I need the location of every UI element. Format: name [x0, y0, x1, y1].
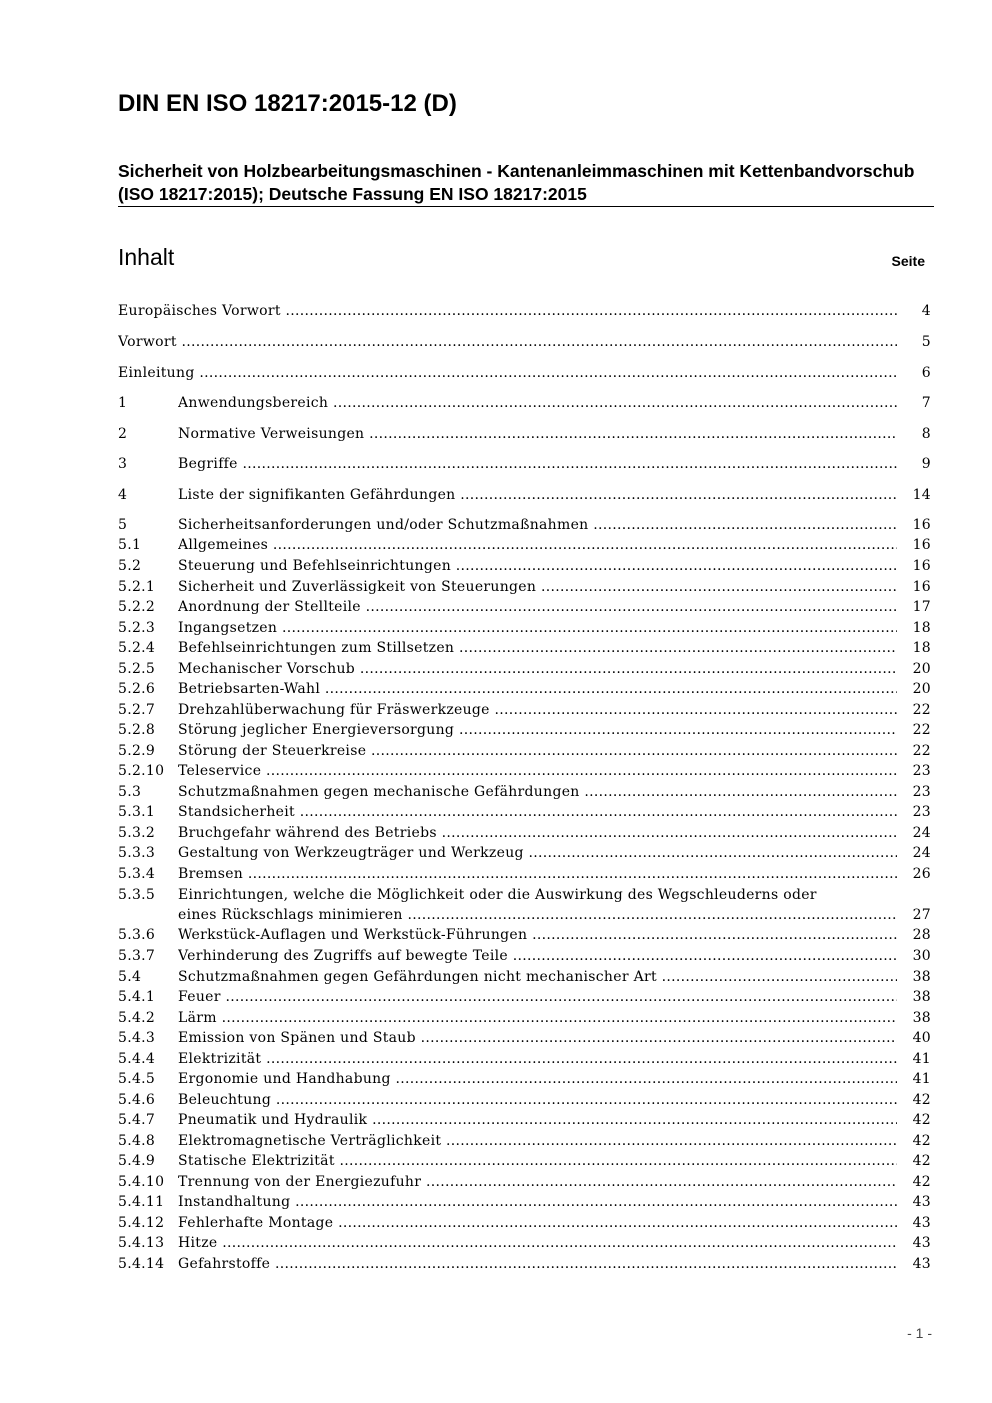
toc-entry-title: Beleuchtung .....	[178, 1091, 897, 1109]
toc-entry-number: 4	[118, 487, 128, 503]
toc-entry[interactable]	[118, 1255, 931, 1275]
toc-entry[interactable]	[118, 783, 931, 803]
toc-entry-title: Anwendungsbereich .....	[178, 394, 897, 412]
toc-entry[interactable]	[118, 742, 931, 762]
toc-entry-title: Europäisches Vorwort .....	[118, 302, 897, 320]
toc-heading: Inhalt	[118, 244, 175, 270]
toc-entry-page: 24	[912, 845, 931, 861]
toc-entry-number: 5.3.4	[118, 866, 156, 882]
toc-entry-number: 5.4.1	[118, 989, 156, 1005]
toc-entry-title: Liste der signifikanten Gefährdungen .....	[178, 486, 897, 504]
toc-entry-page: 16	[912, 517, 931, 533]
document-subtitle: Sicherheit von Holzbearbeitungsmaschinen - Kantenanleimmaschinen mit Kettenbandvorschub (ISO 18217:2015); Deutsche Fassung EN ISO 18217:2015	[118, 161, 915, 204]
toc-entry-number: 3	[118, 456, 128, 472]
toc-entry-title: Befehlseinrichtungen zum Stillsetzen .....	[178, 639, 897, 657]
toc-entry-title: Hitze .....	[178, 1234, 897, 1252]
toc-entry[interactable]	[118, 1029, 931, 1049]
toc-entry-page: 40	[912, 1030, 931, 1046]
toc-entry-title: Teleservice .....	[178, 762, 897, 780]
toc-entry-title: Einleitung .....	[118, 364, 897, 382]
toc-entry-number: 5.1	[118, 537, 142, 553]
toc-entry-page: 42	[912, 1153, 931, 1169]
toc-entry[interactable]	[118, 1009, 931, 1029]
toc-entry-number: 5.2.5	[118, 661, 156, 677]
toc-entry-page: 6	[921, 365, 931, 381]
toc-entry-number: 5.4.7	[118, 1112, 156, 1128]
toc-entry-number: 5.2.2	[118, 599, 156, 615]
toc-entry-page: 26	[912, 866, 931, 882]
toc-entry-title: Werkstück-Auflagen und Werkstück-Führungen .....	[178, 926, 897, 944]
toc-entry-page: 23	[912, 784, 931, 800]
toc-entry-title: Bremsen .....	[178, 865, 897, 883]
toc-entry-title: Schutzmaßnahmen gegen mechanische Gefährdungen .....	[178, 783, 897, 801]
toc-entry-number: 5.2.1	[118, 579, 156, 595]
toc-entry-number: 5.4.14	[118, 1256, 165, 1272]
toc-entry-page: 42	[912, 1112, 931, 1128]
toc-entry-page: 17	[912, 599, 931, 615]
toc-entry-title: Einrichtungen, welche die Möglichkeit oder die Auswirkung des Wegschleuderns oder	[178, 887, 817, 903]
toc-entry[interactable]	[118, 578, 931, 598]
page-column-label: Seite	[891, 253, 925, 269]
toc-entry[interactable]	[118, 1234, 931, 1254]
toc-entry-title: Allgemeines .....	[178, 536, 897, 554]
toc-entry-title: Fehlerhafte Montage .....	[178, 1214, 897, 1232]
toc-entry-page: 43	[912, 1235, 931, 1251]
toc-entry-number: 5.3.3	[118, 845, 156, 861]
toc-entry[interactable]	[118, 598, 931, 618]
document-title: DIN EN ISO 18217:2015-12 (D)	[118, 90, 457, 117]
toc-entry-page: 5	[921, 334, 931, 350]
toc-entry-page: 42	[912, 1092, 931, 1108]
toc-entry-page: 24	[912, 825, 931, 841]
toc-entry-page: 41	[912, 1071, 931, 1087]
toc-entry-title: Betriebsarten-Wahl .....	[178, 680, 897, 698]
toc-entry-number: 5.2	[118, 558, 142, 574]
toc-entry-title: Drehzahlüberwachung für Fräswerkzeuge .....	[178, 701, 897, 719]
toc-entry-page: 18	[912, 620, 931, 636]
toc-entry[interactable]	[118, 1152, 931, 1172]
toc-entry-page: 43	[912, 1215, 931, 1231]
toc-entry[interactable]	[118, 516, 931, 536]
toc-entry-page: 22	[912, 702, 931, 718]
toc-entry-page: 22	[912, 743, 931, 759]
toc-entry-number: 5.2.7	[118, 702, 156, 718]
toc-entry-number: 5.3.2	[118, 825, 156, 841]
toc-entry-page: 41	[912, 1051, 931, 1067]
toc-entry-number: 5	[118, 517, 128, 533]
toc-entry-page: 7	[921, 395, 931, 411]
toc-entry-page: 4	[921, 303, 931, 319]
toc-entry-number: 5.4.8	[118, 1133, 156, 1149]
toc-entry[interactable]	[118, 968, 931, 988]
toc-entry-page: 9	[921, 456, 931, 472]
toc-entry[interactable]	[118, 1173, 931, 1193]
toc-entry-page: 16	[912, 558, 931, 574]
toc-entry[interactable]	[118, 886, 931, 906]
toc-entry-title: Ergonomie und Handhabung .....	[178, 1070, 897, 1088]
toc-entry-number: 5.2.8	[118, 722, 156, 738]
toc-entry-title: Sicherheit und Zuverlässigkeit von Steuerungen .....	[178, 578, 897, 596]
toc-entry-title: Mechanischer Vorschub .....	[178, 660, 897, 678]
toc-entry[interactable]	[118, 1132, 931, 1152]
toc-entry[interactable]	[118, 486, 931, 506]
toc-entry-title: Bruchgefahr während des Betriebs .....	[178, 824, 897, 842]
toc-entry-page: 22	[912, 722, 931, 738]
toc-entry[interactable]	[118, 865, 931, 885]
toc-entry-title: Standsicherheit .....	[178, 803, 897, 821]
toc-entry-number: 5.4.6	[118, 1092, 156, 1108]
toc-entry-number: 5.4.9	[118, 1153, 156, 1169]
toc-entry-title: Vorwort .....	[118, 333, 897, 351]
toc-entry-title: Instandhaltung .....	[178, 1193, 897, 1211]
toc-entry-number: 5.3.6	[118, 927, 156, 943]
toc-entry-number: 5.4.4	[118, 1051, 156, 1067]
toc-entry-title: Feuer .....	[178, 988, 897, 1006]
toc-entry-page: 23	[912, 763, 931, 779]
toc-entry[interactable]	[118, 639, 931, 659]
toc-entry[interactable]	[118, 536, 931, 556]
toc-entry-page: 16	[912, 579, 931, 595]
toc-entry-page: 23	[912, 804, 931, 820]
toc-entry-page: 18	[912, 640, 931, 656]
toc-entry[interactable]	[118, 1050, 931, 1070]
toc-entry[interactable]	[118, 1111, 931, 1131]
toc-entry-page: 42	[912, 1133, 931, 1149]
toc-entry-title: eines Rückschlags minimieren .....	[178, 906, 897, 924]
toc-entry-page: 16	[912, 537, 931, 553]
toc-entry-page: 38	[912, 969, 931, 985]
toc-entry-number: 5.4.11	[118, 1194, 165, 1210]
toc-entry-number: 5.4.2	[118, 1010, 156, 1026]
toc-entry-page: 43	[912, 1194, 931, 1210]
toc-entry[interactable]	[118, 619, 931, 639]
toc-entry-number: 5.4.12	[118, 1215, 165, 1231]
toc-entry-title: Ingangsetzen .....	[178, 619, 897, 637]
toc-entry-title: Gefahrstoffe .....	[178, 1255, 897, 1273]
toc-entry-title: Lärm .....	[178, 1009, 897, 1027]
toc-entry-page: 28	[912, 927, 931, 943]
toc-entry[interactable]	[118, 1091, 931, 1111]
toc-entry[interactable]	[118, 1214, 931, 1234]
toc-entry-page: 42	[912, 1174, 931, 1190]
toc-entry-title: Pneumatik und Hydraulik .....	[178, 1111, 897, 1129]
page-footer: - 1 -	[907, 1325, 932, 1341]
toc-entry-number: 5.4.13	[118, 1235, 165, 1251]
toc-entry-number: 2	[118, 426, 128, 442]
toc-entry-title: Statische Elektrizität .....	[178, 1152, 897, 1170]
toc-entry[interactable]	[118, 1070, 931, 1090]
toc-entry[interactable]	[118, 721, 931, 741]
toc-entry-page: 8	[921, 426, 931, 442]
toc-entry[interactable]	[118, 947, 931, 967]
toc-entry-page: 38	[912, 1010, 931, 1026]
header-divider	[118, 206, 934, 207]
toc-entry[interactable]	[118, 302, 931, 322]
toc-entry-page: 20	[912, 681, 931, 697]
toc-entry[interactable]	[118, 844, 931, 864]
toc-entry-title: Schutzmaßnahmen gegen Gefährdungen nicht mechanischer Art .....	[178, 968, 897, 986]
toc-entry[interactable]	[118, 762, 931, 782]
toc-entry-title: Störung jeglicher Energieversorgung .....	[178, 721, 897, 739]
toc-entry-title: Begriffe .....	[178, 455, 897, 473]
toc-entry[interactable]	[118, 1193, 931, 1213]
toc-entry[interactable]	[118, 824, 931, 844]
toc-entry-page: 14	[912, 487, 931, 503]
toc-entry[interactable]	[118, 557, 931, 577]
toc-entry[interactable]	[118, 333, 931, 353]
toc-entry[interactable]	[118, 926, 931, 946]
toc-entry[interactable]	[118, 680, 931, 700]
toc-entry[interactable]	[118, 701, 931, 721]
toc-entry[interactable]	[118, 425, 931, 445]
toc-entry-number: 5.4.10	[118, 1174, 165, 1190]
toc-entry-page: 38	[912, 989, 931, 1005]
toc-entry[interactable]	[118, 364, 931, 384]
toc-entry-page: 30	[912, 948, 931, 964]
toc-entry-number: 5.3.7	[118, 948, 156, 964]
toc-entry[interactable]	[118, 988, 931, 1008]
toc-entry-title: Elektromagnetische Verträglichkeit .....	[178, 1132, 897, 1150]
toc-entry[interactable]	[118, 906, 931, 926]
toc-entry[interactable]	[118, 803, 931, 823]
toc-entry-number: 5.3.1	[118, 804, 156, 820]
toc-entry-number: 5.2.9	[118, 743, 156, 759]
toc-entry-title: Anordnung der Stellteile .....	[178, 598, 897, 616]
toc-entry[interactable]	[118, 394, 931, 414]
toc-entry-title: Sicherheitsanforderungen und/oder Schutzmaßnahmen .....	[178, 516, 897, 534]
toc-entry-number: 5.2.6	[118, 681, 156, 697]
toc-entry-title: Störung der Steuerkreise .....	[178, 742, 897, 760]
toc-entry-page: 20	[912, 661, 931, 677]
toc-entry-title: Verhinderung des Zugriffs auf bewegte Teile .....	[178, 947, 897, 965]
toc-entry-number: 5.2.3	[118, 620, 156, 636]
toc-entry-title: Emission von Spänen und Staub .....	[178, 1029, 897, 1047]
toc-entry-number: 5.4	[118, 969, 142, 985]
toc-entry-title: Normative Verweisungen .....	[178, 425, 897, 443]
toc-entry-number: 5.3.5	[118, 887, 156, 903]
toc-entry-number: 5.2.4	[118, 640, 156, 656]
toc-entry-page: 27	[912, 907, 931, 923]
toc-entry-title: Steuerung und Befehlseinrichtungen .....	[178, 557, 897, 575]
toc-entry-number: 5.4.5	[118, 1071, 156, 1087]
toc-entry-title: Trennung von der Energiezufuhr .....	[178, 1173, 897, 1191]
toc-entry-number: 1	[118, 395, 128, 411]
toc-entry-title: Elektrizität .....	[178, 1050, 897, 1068]
toc-entry-number: 5.4.3	[118, 1030, 156, 1046]
toc-entry[interactable]	[118, 660, 931, 680]
toc-entry-number: 5.3	[118, 784, 142, 800]
toc-entry-title: Gestaltung von Werkzeugträger und Werkzeug .....	[178, 844, 897, 862]
toc-entry[interactable]	[118, 455, 931, 475]
toc-entry-page: 43	[912, 1256, 931, 1272]
toc-entry-number: 5.2.10	[118, 763, 165, 779]
